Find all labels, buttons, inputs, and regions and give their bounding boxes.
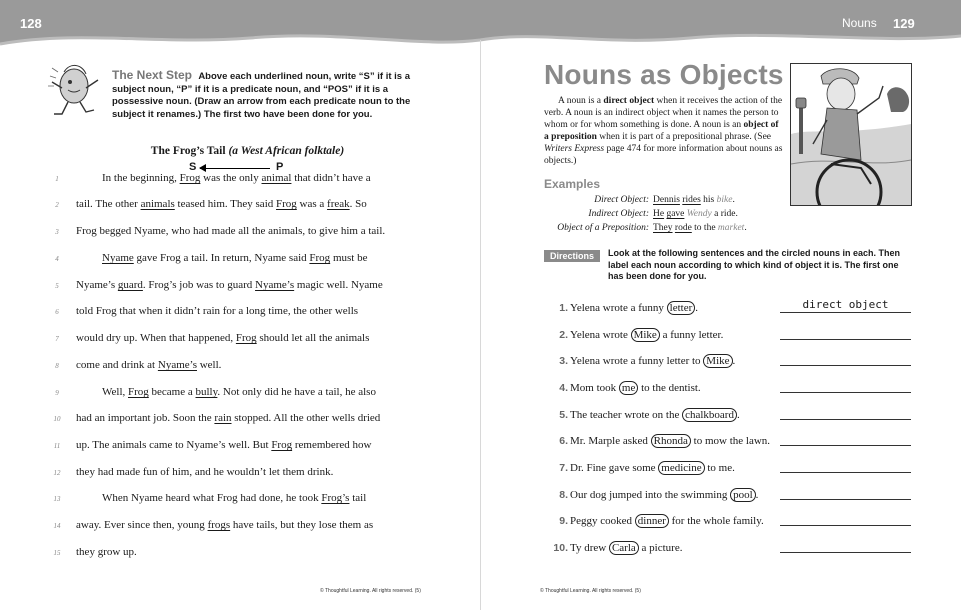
answer-line[interactable] [780,499,911,500]
line-number: 11 [53,442,61,450]
story-text-segment: magic well. Nyame [294,279,383,291]
exercise-text: The teacher wrote on the [570,409,683,421]
exercise-number: 1. [559,302,568,314]
story-text-segment: they grow up. [76,546,137,558]
exercise-item [544,355,764,367]
example-underlined-word: Dennis [653,195,680,205]
exercise-text: Yelena wrote a funny [570,302,667,314]
line-number: 3 [55,228,59,236]
exercise-text: to the dentist. [638,382,701,394]
answer-line[interactable] [780,312,911,313]
story-text-segment: have tails, but they lose them as [230,519,374,531]
story-text-segment: that didn’t have a [291,172,371,184]
line-number: 6 [55,308,59,316]
exercise-number: 9. [559,515,568,527]
story-text-segment: was the only [200,172,262,184]
story-text-segment: teased him. They said [174,198,276,210]
intro-term-direct-object: direct object [603,96,655,106]
exercise-text: Yelena wrote [570,329,631,341]
exercise-number: 2. [559,329,568,341]
example-object-word: bike [716,195,733,205]
exercise-item [544,489,764,501]
example-object-word: Wendy [686,209,712,219]
story-text-segment: up. The animals came to Nyame’s well. But [76,439,272,451]
story-text-segment: was a [296,198,328,210]
answer-text: direct object [802,298,889,311]
exercise-item [544,515,764,527]
answer-line[interactable] [780,365,911,366]
story-text-segment: well. [196,359,222,371]
story-text-segment: . Frog’s job was to guard [142,279,256,291]
exercise-item [544,382,764,394]
story-line [76,546,137,558]
story-text-segment: they had made fun of him, and he wouldn’t let them drink. [76,466,334,478]
exercise-text: to me. [704,462,735,474]
exercise-number: 4. [559,382,568,394]
example-label: Direct Object: [594,195,649,205]
circled-noun: chalkboard [682,408,737,422]
exercise-text: Peggy cooked [570,515,635,527]
girl-on-bicycle-illustration [790,63,912,206]
underlined-noun: frogs [207,519,231,531]
line-number: 7 [55,335,59,343]
exercise-number: 6. [559,435,568,447]
next-step-instructions [112,69,430,121]
circled-noun: Mike [703,354,732,368]
exercise-number: 8. [559,489,568,501]
underlined-noun: Frog [128,386,149,398]
answer-line[interactable] [780,445,911,446]
story-line [76,172,371,184]
rename-arrow-line [200,168,270,169]
story-line [76,359,221,371]
exercise-text: a picture. [638,542,683,554]
line-number: 12 [53,469,61,477]
left-footer: © Thoughtful Learning. All rights reserved. (5) [320,588,421,594]
story-text-segment: told Frog that when it didn’t rain for a long time, the other wells [76,305,359,317]
intro-book-title: Writers Express [544,144,605,154]
circled-noun: Rhonda [651,434,691,448]
answer-line[interactable] [780,552,911,553]
intro-term-object-of-preposition: object of a preposition [544,120,779,142]
exercise-text: for the whole family. [668,515,764,527]
story-title-text: The Frog’s Tail [150,145,226,157]
story-text-segment: remembered how [292,439,372,451]
underlined-noun: bully [195,386,218,398]
story-text-segment: Nyame’s [76,279,118,291]
story-text-segment: tail. The other [76,198,141,210]
story-line [76,225,385,237]
exercise-number: 10. [553,542,568,554]
answer-line[interactable] [780,472,911,473]
intro-paragraph [544,95,784,167]
exercise-text: . [695,302,698,314]
exercise-number: 3. [559,355,568,367]
line-number: 15 [53,549,61,557]
example-underlined-word: They [653,223,673,233]
exercise-text: . [732,355,736,367]
story-line [76,519,373,531]
subject-mark: S [189,161,197,173]
right-page-number: 129 [893,16,915,31]
underlined-noun: Frog [179,172,201,184]
underlined-noun: animal [261,172,292,184]
intro-text-2: when it receives the action of the verb. A noun is an indirect object when it names the person to whom or for whom something is done. A noun is an [544,96,783,130]
underlined-noun: Frog [309,252,331,264]
directions-badge: Directions [544,250,600,262]
underlined-noun: guard [117,279,143,291]
story-text-segment: Well, [102,386,128,398]
circled-noun: Mike [631,328,660,342]
underlined-noun: animals [140,198,175,210]
exercise-text: Ty drew [570,542,609,554]
exercise-item [544,462,764,474]
story-text-segment: gave Frog a tail. In return, Nyame said [133,252,310,264]
exercise-item [544,542,764,554]
example-row [544,195,774,205]
circled-noun: Carla [609,541,639,555]
section-label: Nouns [842,16,877,30]
story-text-segment: . So [349,198,367,210]
example-underlined-word: gave [666,209,685,219]
example-object-word: market [717,223,745,233]
underlined-noun: Nyame’s [255,279,295,291]
underlined-noun: Frog [271,439,293,451]
example-underlined-word: rides [682,195,701,205]
exercise-number: 7. [559,462,568,474]
line-number: 1 [55,175,59,183]
line-number: 10 [53,415,61,423]
exercise-number: 5. [559,409,568,421]
line-number: 4 [55,255,59,263]
story-subtitle: (a West African folktale) [228,145,345,157]
exercise-text: Our dog jumped into the swimming [570,489,731,501]
example-text: . [732,195,735,205]
example-text: his [700,195,717,205]
underlined-noun: Nyame’s [157,359,197,371]
story-text-segment: In the beginning, [102,172,180,184]
story-text-segment: tail [349,492,367,504]
example-row [544,209,774,219]
story-line [76,439,372,451]
exercise-text: Dr. Fine gave some [570,462,659,474]
story-line [76,386,376,398]
example-text: to the [691,223,718,233]
underlined-noun: Frog [276,198,297,210]
exercise-item [544,409,764,421]
example-label: Indirect Object: [588,209,649,219]
story-text-segment: Frog begged Nyame, who had made all the animals, to give him a tail. [76,225,386,237]
predicate-mark: P [276,161,284,173]
story-line [76,305,358,317]
line-number: 13 [53,495,61,503]
line-number: 9 [55,389,59,397]
circled-noun: dinner [635,514,669,528]
story-text-segment: must be [330,252,368,264]
exercise-text: a funny letter. [659,329,724,341]
answer-line[interactable] [780,525,911,526]
intro-text-4: page 474 for more information about nouns as objects.) [544,144,783,166]
next-step-title: The Next Step [112,68,193,82]
underlined-noun: Nyame [102,252,134,264]
story-line [76,412,380,424]
line-number: 8 [55,362,59,370]
answer-line[interactable] [780,419,911,420]
example-underlined-word: He [653,209,665,219]
page-title: Nouns as Objects [544,59,784,90]
line-number: 14 [53,522,61,530]
exercise-text: Yelena wrote a funny letter to [570,355,704,367]
story-line [76,279,383,291]
underlined-noun: Frog [235,332,257,344]
page-gutter [480,40,481,610]
line-number: 5 [55,282,59,290]
rename-arrow-head [199,164,206,172]
circled-noun: letter [667,301,696,315]
exercise-text: . [755,489,759,501]
exercise-text: to mow the lawn. [690,435,771,447]
story-text-segment: stopped. All the other wells dried [231,412,381,424]
exercise-item [544,435,771,447]
intro-text-1: A noun is a [558,96,604,106]
circled-noun: pool [730,488,756,502]
story-text-segment: away. Ever since then, young [76,519,208,531]
next-step-text: Above each underlined noun, write “S” if it is a subject noun, “P” if it is a predicate noun, and “POS” if it is a possessive noun. (Draw an arrow from each predicate noun to the subject it renames.) The first two have been done for you. [112,71,411,120]
story-text-segment: When Nyame heard what Frog had done, he took [102,492,322,504]
moon-runner-mascot-icon [46,58,104,120]
exercise-text: Mom took [570,382,619,394]
story-text-segment: would dry up. When that happened, [76,332,236,344]
story-line [76,332,369,344]
story-text-segment: had an important job. Soon the [76,412,215,424]
story-text-segment: . Not only did he have a tail, he also [217,386,376,398]
underlined-noun: rain [214,412,232,424]
example-label: Object of a Preposition: [557,223,649,233]
story-text-segment: come and drink at [76,359,158,371]
exercise-text: Mr. Marple asked [570,435,651,447]
underlined-noun: freak [327,198,350,210]
example-row [544,223,774,233]
story-text-segment: should let all the animals [256,332,370,344]
circled-noun: me [619,381,638,395]
answer-line[interactable] [780,392,911,393]
story-line [76,492,366,504]
story-line [76,252,367,264]
story-title [0,145,495,157]
exercise-item [544,302,764,314]
examples-title: Examples [544,177,601,191]
story-line [76,466,333,478]
right-footer: © Thoughtful Learning. All rights reserved. (5) [540,588,641,594]
story-line [76,198,367,210]
directions-text: Look at the following sentences and the circled nouns in each. Then label each noun according to which kind of object it is. The first one has been done for you. [608,248,901,281]
intro-text-3: when it is part of a prepositional phrase. (See [596,132,772,142]
underlined-noun: Frog’s [321,492,350,504]
example-text: a ride. [711,209,738,219]
circled-noun: medicine [658,461,704,475]
exercise-item [544,329,764,341]
story-text-segment: became a [148,386,196,398]
example-text: . [744,223,747,233]
exercise-text: . [736,409,740,421]
line-number: 2 [55,201,59,209]
left-page-number: 128 [20,16,42,31]
answer-line[interactable] [780,339,911,340]
example-underlined-word: rode [674,223,692,233]
